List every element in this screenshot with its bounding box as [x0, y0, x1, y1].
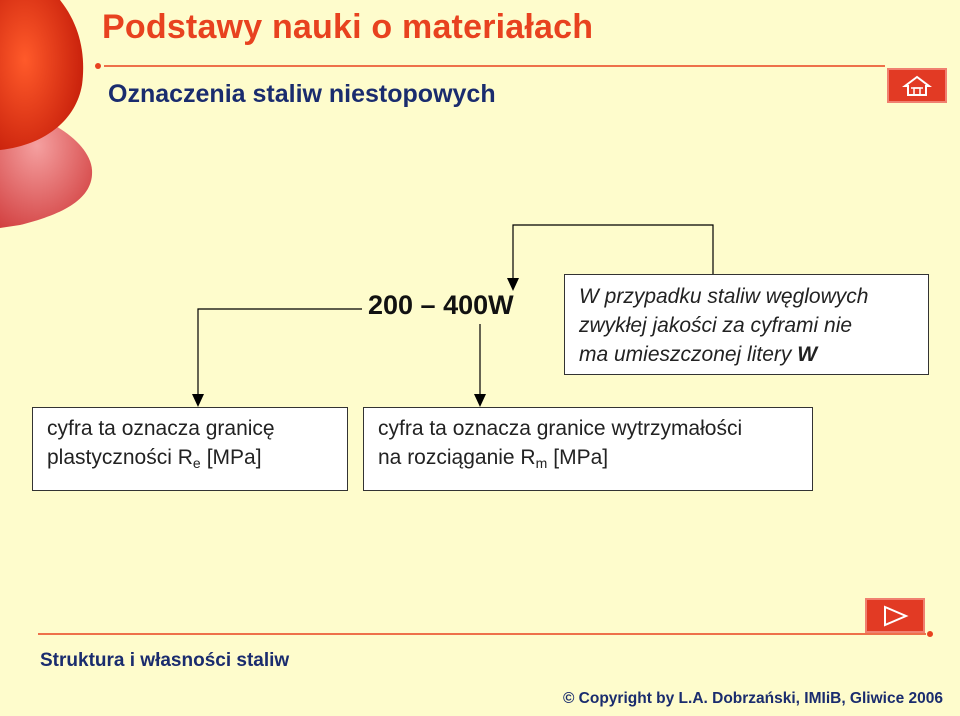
yield-line-2-text: plastyczności R	[47, 446, 193, 469]
arrowhead-tensile	[474, 394, 486, 407]
footer-rule-dot	[927, 631, 933, 637]
next-slide-button[interactable]	[865, 598, 925, 633]
arrowhead-yield	[192, 394, 204, 407]
home-button[interactable]	[887, 68, 947, 103]
decorative-corner-shape-front	[0, 0, 83, 150]
note-line-2: zwykłej jakości za cyframi nie	[579, 314, 853, 337]
steel-code: 200 – 400W	[368, 290, 514, 320]
note-letter-w: W	[797, 343, 818, 366]
tensile-subscript: m	[535, 455, 548, 471]
tensile-line-2-text: na rozciąganie R	[378, 446, 536, 469]
connector-yield	[198, 309, 362, 396]
tensile-unit: [MPa]	[553, 446, 609, 469]
yield-subscript: e	[192, 455, 201, 471]
note-line-3	[579, 340, 918, 369]
home-icon	[902, 75, 932, 97]
yield-line-1: cyfra ta oznacza granicę	[47, 417, 275, 440]
footer-section-title: Struktura i własności staliw	[40, 650, 290, 671]
yield-line-2	[47, 443, 337, 474]
yield-strength-box	[32, 407, 348, 491]
header-rule-dot	[95, 63, 101, 69]
tensile-line-1: cyfra ta oznacza granice wytrzymałości	[378, 417, 743, 440]
tensile-line-2	[378, 443, 802, 474]
tensile-strength-box	[363, 407, 813, 491]
page-subtitle: Oznaczenia staliw niestopowych	[108, 80, 496, 108]
note-line-1: W przypadku staliw węglowych	[579, 285, 869, 308]
footer-copyright: © Copyright by L.A. Dobrzański, IMIiB, Gliwice 2006	[562, 690, 943, 707]
yield-unit: [MPa]	[206, 446, 262, 469]
note-box	[564, 274, 929, 375]
next-arrow-icon	[880, 604, 910, 628]
connector-note	[513, 225, 713, 279]
page-title: Podstawy nauki o materiałach	[102, 8, 594, 46]
note-line-3-text: ma umieszczonej litery	[579, 343, 798, 366]
